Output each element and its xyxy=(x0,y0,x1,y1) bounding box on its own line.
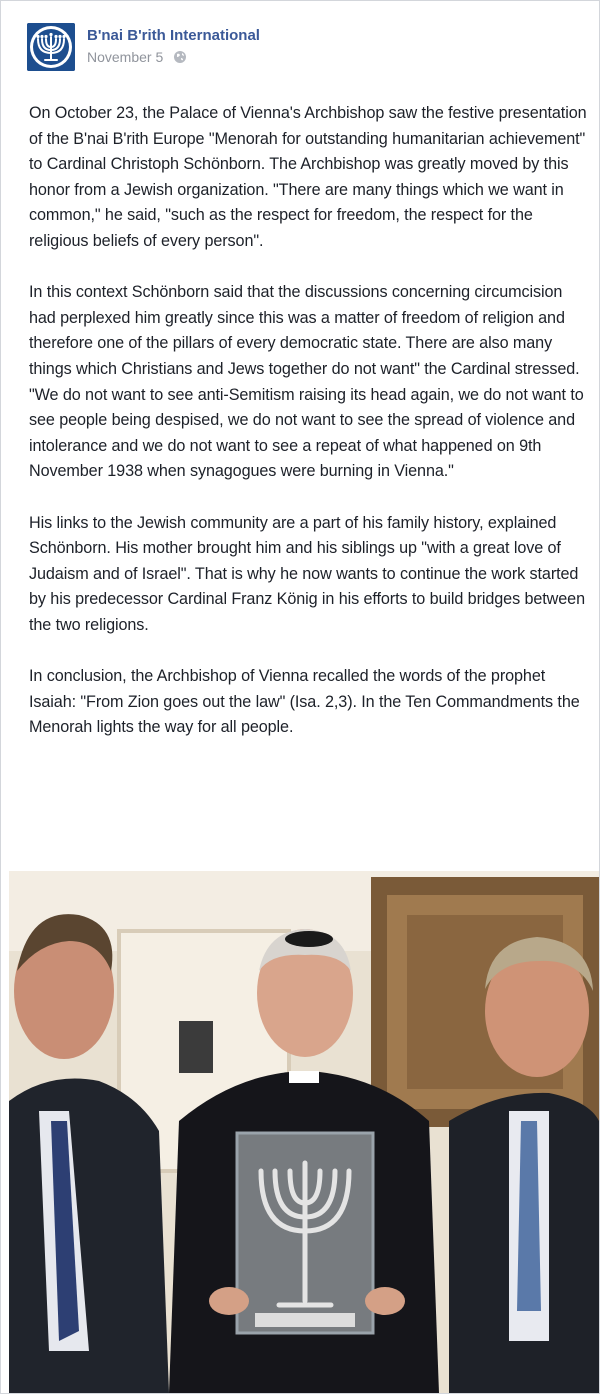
post-header xyxy=(27,23,547,75)
post-meta xyxy=(87,49,187,65)
menorah-logo-icon xyxy=(27,23,75,71)
post-photo[interactable] xyxy=(9,871,599,1393)
page-name-link[interactable]: B'nai B'rith International xyxy=(87,27,260,44)
post-paragraph: His links to the Jewish community are a part of his family history, explained Schönborn. His mother brought him and his siblings up "with a great love of Judaism and of Israel". That is why he now wants to continue the work started by his predecessor Cardinal Franz König in his efforts to build bridges between the two religions. xyxy=(29,513,585,634)
post-paragraph: In this context Schönborn said that the discussions concerning circumcision had perplexed him greatly since this was a matter of freedom of religion and therefore one of the pillars of every democratic state. There are also many things which Christians and Jews together do not want" the Cardinal stressed. "We do not want to see anti-Semitism raising its head again, we do not want to see people being despised, we do not want to see the spread of violence and intolerance and we do not want to see a repeat of what happened on 9th November 1938 when synagogues were burning in Vienna." xyxy=(29,283,584,481)
photo-three-men-with-menorah-award xyxy=(9,871,599,1393)
post-paragraph: In conclusion, the Archbishop of Vienna recalled the words of the prophet Isaiah: "From Zion goes out the law" (Isa. 2,3). In the Ten Commandments the Menorah lights the way for all people. xyxy=(29,667,580,737)
post-text xyxy=(29,101,589,766)
post-date[interactable]: November 5 xyxy=(87,49,164,65)
page-avatar[interactable] xyxy=(27,23,75,71)
globe-icon xyxy=(173,50,187,64)
post-paragraph: On October 23, the Palace of Vienna's Archbishop saw the festive presentation of the B'nai B'rith Europe "Menorah for outstanding humanitarian achievement" to Cardinal Christoph Schönborn. The Archbishop was greatly moved by this honor from a Jewish organization. "There are many things which we want in common," he said, "such as the respect for freedom, the respect for the religious beliefs of every person". xyxy=(29,104,587,250)
